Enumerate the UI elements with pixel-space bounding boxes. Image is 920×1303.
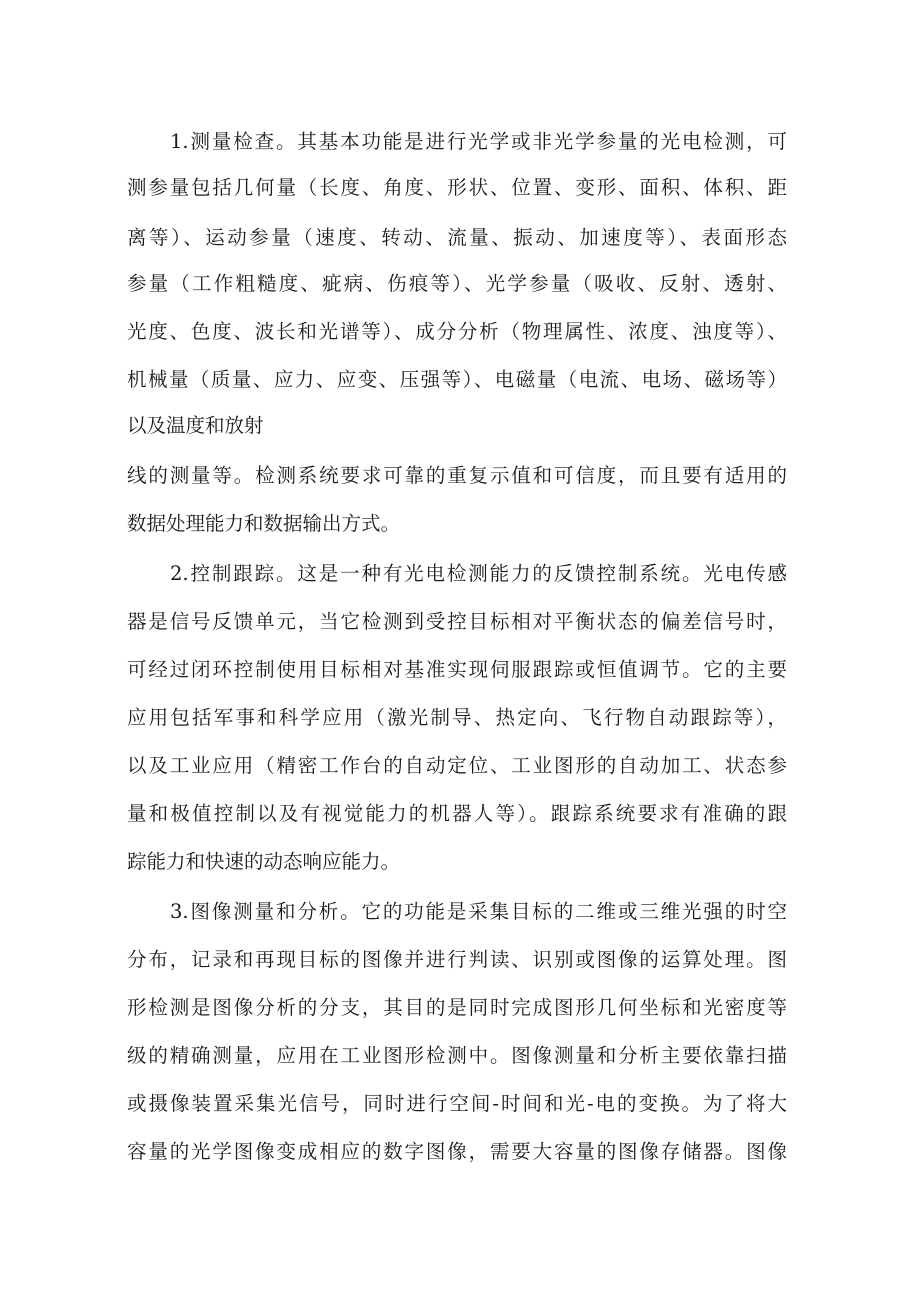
paragraph-4-line-6: 容量的光学图像变成相应的数字图像，需要大容量的图像存储器。图像: [127, 1140, 787, 1163]
paragraph-3-line-1: 2.控制跟踪。这是一种有光电检测能力的反馈控制系统。光电传感: [170, 562, 787, 585]
paragraph-3-line-7: 踪能力和快速的动态响应能力。: [127, 850, 401, 873]
paragraph-4-line-1: 3.图像测量和分析。它的功能是采集目标的二维或三维光强的时空: [170, 900, 787, 923]
paragraph-4-line-2: 分布，记录和再现目标的图像并进行判读、识别或图像的运算处理。图: [127, 948, 787, 971]
paragraph-4-line-3: 形检测是图像分析的分支，其目的是同时完成图形几何坐标和光密度等: [127, 996, 787, 1019]
paragraph-3-line-5: 以及工业应用（精密工作台的自动定位、工业图形的自动加工、状态参: [127, 754, 787, 777]
paragraph-1-line-3: 离等）、运动参量（速度、转动、流量、振动、加速度等）、表面形态: [127, 226, 787, 249]
paragraph-1-line-1: 1.测量检查。其基本功能是进行光学或非光学参量的光电检测，可: [170, 130, 787, 153]
paragraph-2-line-1: 线的测量等。检测系统要求可靠的重复示值和可信度，而且要有适用的: [127, 464, 787, 487]
paragraph-1-line-5: 光度、色度、波长和光谱等）、成分分析（物理属性、浓度、浊度等）、: [127, 320, 787, 343]
paragraph-3-line-4: 应用包括军事和科学应用（激光制导、热定向、飞行物自动跟踪等），: [127, 706, 787, 729]
paragraph-1-line-7: 以及温度和放射: [127, 414, 264, 437]
paragraph-3-line-3: 可经过闭环控制使用目标相对基准实现伺服跟踪或恒值调节。它的主要: [127, 658, 787, 681]
paragraph-3-line-6: 量和极值控制以及有视觉能力的机器人等）。跟踪系统要求有准确的跟: [127, 802, 787, 825]
paragraph-1-line-2: 测参量包括几何量（长度、角度、形状、位置、变形、面积、体积、距: [127, 176, 787, 199]
paragraph-3-line-2: 器是信号反馈单元，当它检测到受控目标相对平衡状态的偏差信号时，: [127, 610, 787, 633]
paragraph-1-line-6: 机械量（质量、应力、应变、压强等）、电磁量（电流、电场、磁场等）: [127, 368, 787, 391]
paragraph-1-line-4: 参量（工作粗糙度、疵病、伤痕等）、光学参量（吸收、反射、透射、: [127, 272, 787, 295]
paragraph-4-line-5: 或摄像装置采集光信号，同时进行空间-时间和光-电的变换。为了将大: [127, 1092, 787, 1115]
paragraph-2-line-2: 数据处理能力和数据输出方式。: [127, 512, 401, 535]
paragraph-4-line-4: 级的精确测量，应用在工业图形检测中。图像测量和分析主要依靠扫描: [127, 1044, 787, 1067]
